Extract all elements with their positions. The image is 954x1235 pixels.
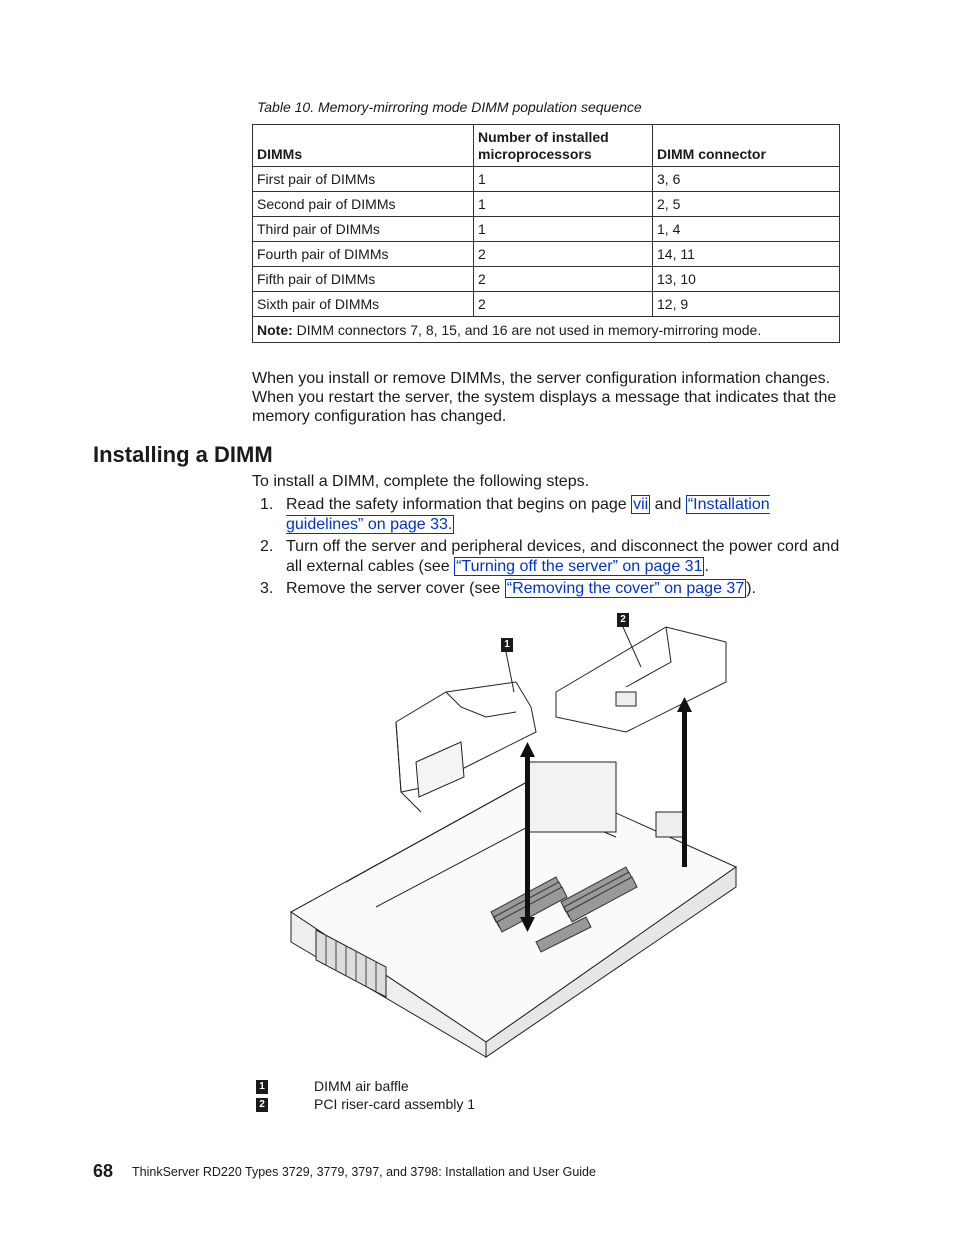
step-number: 2. bbox=[260, 538, 274, 555]
table-row bbox=[253, 192, 840, 217]
table-cell: 3, 6 bbox=[653, 167, 840, 192]
table-cell: Sixth pair of DIMMs bbox=[253, 292, 474, 317]
body-paragraph: When you install or remove DIMMs, the server configuration information changes. When you restart the server, the system displays a message that indicates that the memory configuration has changed. bbox=[252, 370, 837, 425]
arrow-head-1 bbox=[520, 742, 535, 757]
table-caption: Table 10. Memory-mirroring mode DIMM population sequence bbox=[257, 99, 642, 115]
link-installation-guidelines[interactable]: “Installation guidelines” on page 33. bbox=[286, 496, 770, 533]
table-note bbox=[253, 317, 840, 343]
table-cell: 14, 11 bbox=[653, 242, 840, 267]
table-cell: 2 bbox=[474, 292, 653, 317]
table-note-text: DIMM connectors 7, 8, 15, and 16 are not used in memory-mirroring mode. bbox=[292, 321, 762, 338]
step-text-segment: Remove the server cover (see bbox=[286, 580, 505, 597]
table-header-connector: DIMM connector bbox=[653, 125, 840, 167]
step-text bbox=[286, 537, 846, 576]
up-arrow-1 bbox=[525, 752, 530, 922]
table-header-dimms: DIMMs bbox=[253, 125, 474, 167]
step-number: 1. bbox=[260, 496, 274, 513]
step-text-segment: and bbox=[650, 496, 686, 513]
table-cell: 1 bbox=[474, 167, 653, 192]
table-cell: First pair of DIMMs bbox=[253, 167, 474, 192]
callout-1-marker: 1 bbox=[501, 638, 513, 652]
table-row bbox=[253, 292, 840, 317]
table-cell: 12, 9 bbox=[653, 292, 840, 317]
step-text-segment: . bbox=[704, 557, 709, 575]
table-cell: Fifth pair of DIMMs bbox=[253, 267, 474, 292]
table-cell: 2, 5 bbox=[653, 192, 840, 217]
step-text-segment: ). bbox=[746, 580, 756, 597]
up-arrow-2 bbox=[682, 707, 687, 867]
table-row bbox=[253, 217, 840, 242]
link-turning-off-server[interactable]: “Turning off the server” on page 31 bbox=[456, 557, 703, 575]
table-cell: 1 bbox=[474, 192, 653, 217]
server-drawing bbox=[286, 612, 746, 1062]
step-number: 3. bbox=[260, 580, 274, 597]
table-note-row bbox=[253, 317, 840, 343]
step-text-segment: Turn off the server and peripheral devices, and disconnect the power cord and all external cables (see bbox=[286, 538, 840, 575]
link-removing-cover[interactable]: “Removing the cover” on page 37 bbox=[506, 580, 745, 597]
step-text bbox=[286, 579, 846, 599]
table-cell: Third pair of DIMMs bbox=[253, 217, 474, 242]
page-number: 68 bbox=[93, 1161, 114, 1181]
table-cell: Second pair of DIMMs bbox=[253, 192, 474, 217]
legend-marker-2: 2 bbox=[256, 1098, 268, 1112]
table-header-microprocessors: Number of installed microprocessors bbox=[474, 125, 653, 167]
table-cell: 2 bbox=[474, 242, 653, 267]
table-row bbox=[253, 267, 840, 292]
table-header-row bbox=[253, 125, 840, 167]
table-cell: 1 bbox=[474, 217, 653, 242]
table-cell: 1, 4 bbox=[653, 217, 840, 242]
table-cell: 13, 10 bbox=[653, 267, 840, 292]
table-note-label: Note: bbox=[257, 321, 293, 338]
legend-label-2: PCI riser-card assembly 1 bbox=[314, 1096, 476, 1112]
link-page-vii[interactable]: vii bbox=[633, 496, 649, 513]
step-text bbox=[286, 495, 846, 534]
table-cell: Fourth pair of DIMMs bbox=[253, 242, 474, 267]
table-cell: 2 bbox=[474, 267, 653, 292]
step-text-segment: Read the safety information that begins on page bbox=[286, 496, 632, 513]
table-row bbox=[253, 242, 840, 267]
legend-marker-1: 1 bbox=[256, 1080, 268, 1094]
footer-text: ThinkServer RD220 Types 3729, 3779, 3797, and 3798: Installation and User Guide bbox=[132, 1165, 596, 1179]
section-intro: To install a DIMM, complete the following steps. bbox=[252, 473, 590, 490]
legend-label-1: DIMM air baffle bbox=[314, 1078, 409, 1094]
callout-2-marker: 2 bbox=[617, 613, 629, 627]
server-illustration bbox=[286, 612, 746, 1067]
dimm-population-table bbox=[252, 124, 840, 343]
table-row bbox=[253, 167, 840, 192]
section-heading: Installing a DIMM bbox=[93, 442, 273, 467]
